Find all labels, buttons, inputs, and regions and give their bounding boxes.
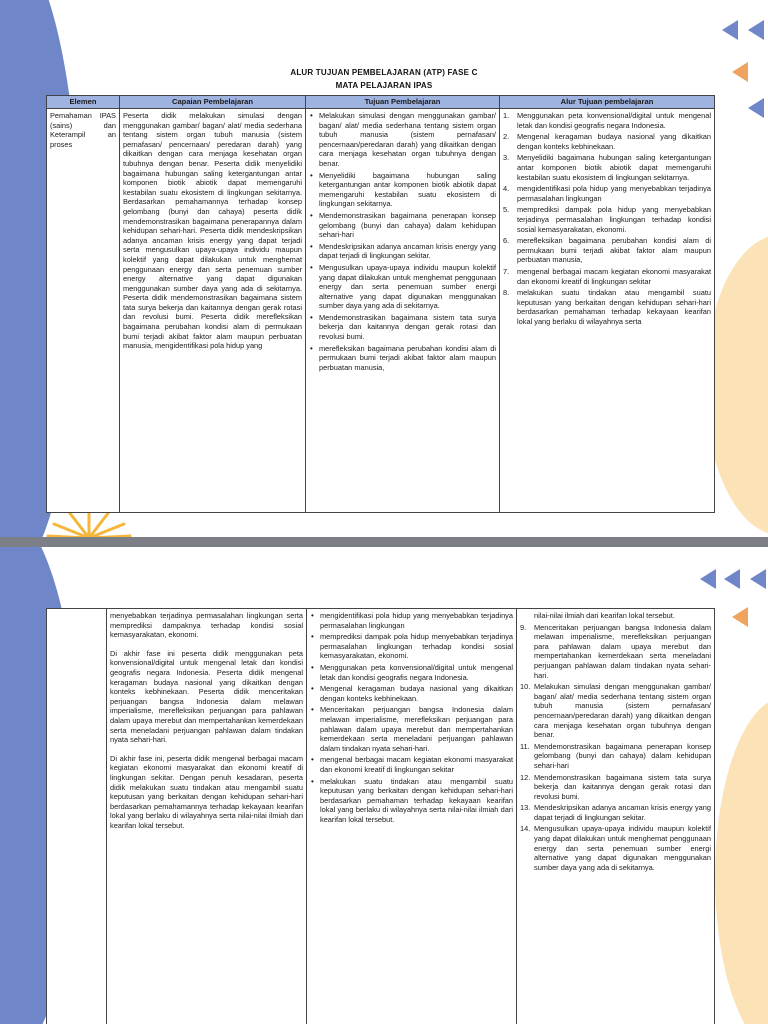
triangle-icon — [748, 20, 764, 40]
list-item — [503, 266, 711, 286]
list-item — [503, 184, 711, 203]
capaian-cell — [107, 609, 307, 1024]
list-item: • mengidentifikasi pola hidup yang menyebabkan terjadinya permasalahan lingkungan — [320, 611, 513, 630]
capaian-paragraph: Di akhir fase ini peserta didik menggunakan peta konvensional/digital untuk mengenal letak dan kondisi geografis negara Indonesia. Peserta didik mengenal keragaman budaya nasional yang dikaitkan dengan konteks kebhinekaan. Peserta didik menceritakan perjuangan bangsa Indonesia dalam melawan imperialisme, merefleksikan perjuangan para pahlawan dalam upaya merebut dan mempertahankan kemerdekaan serta meneladani perjuangan pahlawan dalam tindakan nyata sehari-hari. — [110, 648, 303, 745]
page-title: ALUR TUJUAN PEMBELAJARAN (ATP) FASE C — [290, 68, 478, 77]
item-text: melakukan suatu tindakan atau mengambil suatu keputusan yang berkaitan dengan kehidupan sehari-hari berdasarkan pemahaman terhadap kekayaan kearifan lokal yang berlaku di wilayahnya serta — [517, 288, 711, 326]
elemen-text: Pemahaman IPAS (sains) dan Keterampil an proses — [50, 111, 116, 149]
decorative-peach-shape — [715, 697, 768, 1024]
alur-list — [503, 111, 711, 326]
list-item — [503, 132, 711, 151]
alur-continuation: nilai-nilai ilmiah dari kearifan lokal tersebut. — [534, 611, 675, 620]
list-item: • Menyelidiki bagaimana hubungan saling ketergantungan antar komponen biotik abiotik dapat memengaruhi kestabilan suatu ekosistem di lingkungan sekitarnya. — [319, 171, 496, 209]
tujuan-cell — [306, 109, 500, 513]
alur-list — [520, 623, 711, 873]
item-number: 12. — [520, 772, 531, 782]
item-number: 4. — [503, 184, 510, 194]
list-item: • memprediksi dampak pola hidup menyebabkan terjadinya permasalahan lingkungan terhadap kondisi sosial kemasyarakatan, ekonomi. — [320, 632, 513, 661]
item-text: memprediksi dampak pola hidup yang menyebabkan terjadinya permasalahan lingkungan terhadap kondisi sosial kemasyarakatan, ekonomi. — [517, 205, 711, 234]
list-item: • Mengusulkan upaya-upaya individu maupun kolektif yang dapat dilakukan untuk menghemat penggunaan energy dan serta penemuan sumber energi alternative yang dapat digunakan menggunakan sumber daya yang ada di sekitarnya. — [319, 263, 496, 311]
capaian-paragraph: Di akhir fase ini, peserta didik mengenal berbagai macam kegiatan ekonomi masyarakat dan ekonomi kreatif di lingkungan sekitar. Dengan penuh kesadaran, peserta didik melakukan suatu tindakan atau mengambil suatu keputusan yang berkaitan dengan kehidupan sehari-hari berdasarkan pemahamannya terhadap kekayaan kearifan lokal yang berlaku di wilayahnya serta nilai-nilai ilmiah dari kearifan lokal tersebut. — [110, 753, 303, 830]
list-item — [503, 153, 711, 182]
list-item: • Menggunakan peta konvensional/digital untuk mengenal letak dan kondisi geografis negara Indonesia. — [320, 663, 513, 682]
item-number: 3. — [503, 153, 510, 163]
item-number: 5. — [503, 205, 510, 215]
capaian-paragraph: menyebabkan terjadinya permasalahan lingkungan serta memprediksi dampaknya terhadap kondisi sosial kemasyarakatan, ekonomi. — [110, 611, 303, 640]
item-number: 11. — [520, 741, 530, 751]
list-item: • Mendemonstrasikan bagaimana sistem tata surya bekerja dan kaitannya dengan gerak rotasi dan revolusi bumi. — [319, 313, 496, 342]
capaian-text: Peserta didik melakukan simulasi dengan menggunakan gambar/ bagan/ alat/ media sederhana tentang sistem organ tubuh manusia (sistem pernafasan/ pencernaan/ peredaran darah) yang dikaitkan dengan cara menjaga kesehatan organ tubuhnya dengan benar. Peserta didik menyelidiki bagaimana hubungan saling ketergantungan antar komponen biotik abiotik dapat memengaruhi kestabilan suatu ekosistem di lingkungan sekitarnya. Berdasarkan pemahamannya terhadap konsep gelombang (bunyi dan cahaya) peserta didik mendemonstrasikan bagaimana penerapannya dalam kehidupan sehari-hari. Peserta didik mendeskripsikan adanya ancaman krisis energy yang dapat terjadi serta mengusulkan upaya-upaya individu maupun kolektif yang dapat dilakukan untuk menghemat penggunaan energy dan serta penemuan sumber energy alternative yang dapat digunakan menggunakan sumber daya yang ada di sekitarnya. Peserta didik mendemonstrasikan bagaimana sistem tata surya bekerja dan kaitannya dengan gerak rotasi dan revolusi bumi. Peserta didik merefleksikan bagaimana perubahan kondisi alam di permukaan bumi terjadi akibat faktor alam maupun perbuatan manusia, mengidentifikasi pola hidup yang — [123, 111, 302, 351]
table-header-row — [47, 96, 715, 109]
item-number: 2. — [503, 132, 510, 142]
triangle-icon — [732, 607, 748, 627]
list-item — [520, 803, 711, 822]
item-text: Menggunakan peta konvensional/digital untuk mengenal letak dan kondisi geografis negara Indonesia. — [517, 111, 711, 130]
tujuan-cell — [307, 609, 517, 1024]
list-item — [520, 824, 711, 872]
tujuan-list — [310, 611, 513, 824]
list-item — [503, 111, 711, 130]
header-capaian: Capaian Pembelajaran — [120, 96, 306, 109]
capaian-cell — [120, 109, 306, 513]
list-item: • melakukan suatu tindakan atau mengambil suatu keputusan yang berkaitan dengan kehidupan sehari-hari berdasarkan pemahaman terhadap kekayaan kearifan lokal yang berlaku di wilayahnya serta nilai-nilai ilmiah dari kearifan lokal tersebut. — [320, 777, 513, 825]
item-text: mengidentifikasi pola hidup yang menyebabkan terjadinya permasalahan lingkungan — [517, 184, 711, 203]
item-text: mengenal berbagai macam kegiatan ekonomi masyarakat dan ekonomi kreatif di lingkungan sekitar — [517, 266, 711, 286]
item-text: Mengusulkan upaya-upaya individu maupun kolektif yang dapat dilakukan untuk menghemat penggunaan energy dan serta penemuan sumber energi alternative yang dapat digunakan menggunakan sumber daya yang ada di sekitarnya. — [534, 824, 711, 872]
item-text: Mendeskripsikan adanya ancaman krisis energy yang dapat terjadi di lingkungan sekitar. — [534, 803, 711, 822]
list-item: • mengenal berbagai macam kegiatan ekonomi masyarakat dan ekonomi kreatif di lingkungan sekitar — [320, 755, 513, 774]
alur-cell — [500, 109, 715, 513]
atp-table — [46, 95, 715, 513]
list-item: • merefleksikan bagaimana perubahan kondisi alam di permukaan bumi terjadi akibat faktor alam maupun perbuatan manusia, — [319, 344, 496, 373]
item-number: 7. — [503, 266, 510, 276]
list-item: • Melakukan simulasi dengan menggunakan gambar/ bagan/ alat/ media sederhana tentang sistem organ tubuh manusia (sistem pernafasan/ pencernaan/peredaran darah) yang dikaitkan dengan cara menjaga kesehatan organ tubuhnya dengan benar. — [319, 111, 496, 169]
list-item — [520, 682, 711, 740]
triangle-icon — [748, 98, 764, 118]
table-row — [47, 109, 715, 513]
item-number: 8. — [503, 288, 510, 298]
list-item: • Mendeskripsikan adanya ancaman krisis energy yang dapat terjadi di lingkungan sekitar. — [319, 242, 496, 261]
alur-cell — [517, 609, 715, 1024]
list-item — [520, 622, 711, 681]
list-item — [520, 741, 711, 771]
list-item — [503, 205, 711, 234]
item-text: Mendemonstrasikan bagaimana sistem tata surya bekerja dan kaitannya dengan gerak rotasi dan revolusi bumi. — [534, 772, 711, 801]
list-item — [520, 772, 711, 802]
table-row — [47, 609, 715, 1024]
item-text: merefleksikan bagaimana perubahan kondisi alam di permukaan bumi terjadi akibat faktor alam maupun perbuatan manusia, — [517, 236, 711, 265]
item-number: 6. — [503, 236, 510, 246]
triangle-icon — [724, 569, 740, 589]
header-elemen: Elemen — [47, 96, 120, 109]
elemen-cell — [47, 109, 120, 513]
item-number: 10. — [520, 682, 531, 692]
item-text: Menyelidiki bagaimana hubungan saling ketergantungan antar komponen biotik abiotik dapat memengaruhi kestabilan suatu ekosistem di lingkungan sekitarnya. — [517, 153, 711, 182]
triangle-icon — [722, 20, 738, 40]
item-number: 14. — [520, 824, 531, 834]
list-item: • Mendemonstrasikan bagaimana penerapan konsep gelombang (bunyi dan cahaya) dalam kehidupan sehari-hari — [319, 211, 496, 240]
tujuan-list — [309, 111, 496, 372]
item-text: Mendemonstrasikan bagaimana penerapan konsep gelombang (bunyi dan cahaya) dalam kehidupan sehari-hari — [534, 741, 711, 770]
header-tujuan: Tujuan Pembelajaran — [306, 96, 500, 109]
triangle-icon — [700, 569, 716, 589]
header-alur: Alur Tujuan pembelajaran — [500, 96, 715, 109]
list-item — [503, 288, 711, 326]
atp-table-continued — [46, 608, 715, 1024]
document-page-2 — [0, 547, 768, 1024]
item-text: Melakukan simulasi dengan menggunakan gambar/ bagan/ alat/ media sederhana tentang sistem organ tubuh manusia (sistem pernafasan/ pencernaan/peredaran darah) yang dikaitkan dengan cara menjaga kesehatan organ tubuhnya dengan benar. — [534, 682, 711, 740]
item-number: 9. — [520, 622, 527, 632]
triangle-icon — [750, 569, 766, 589]
page-subtitle: MATA PELAJARAN IPAS — [335, 81, 433, 90]
list-item: • Mengenal keragaman budaya nasional yang dikaitkan dengan konteks kebhinekaan. — [320, 684, 513, 703]
item-text: Menceritakan perjuangan bangsa Indonesia dalam melawan imperialisme, merefleksikan perjuangan para pahlawan dalam upaya merebut dan mempertahankan kemerdekaan serta meneladani perjuangan pahlawan dalam tindakan nyata sehari-hari. — [534, 622, 711, 680]
item-text: Mengenal keragaman budaya nasional yang dikaitkan dengan konteks kebhinekaan. — [517, 132, 711, 151]
item-number: 13. — [520, 803, 531, 813]
list-item — [503, 236, 711, 265]
list-item: • Menceritakan perjuangan bangsa Indonesia dalam melawan imperialisme, merefleksikan perjuangan para pahlawan dalam upaya merebut dan mempertahankan kemerdekaan serta meneladani perjuangan pahlawan dalam tindakan nyata sehari-hari. — [320, 705, 513, 753]
item-number: 1. — [503, 111, 510, 120]
elemen-cell — [47, 609, 107, 1024]
